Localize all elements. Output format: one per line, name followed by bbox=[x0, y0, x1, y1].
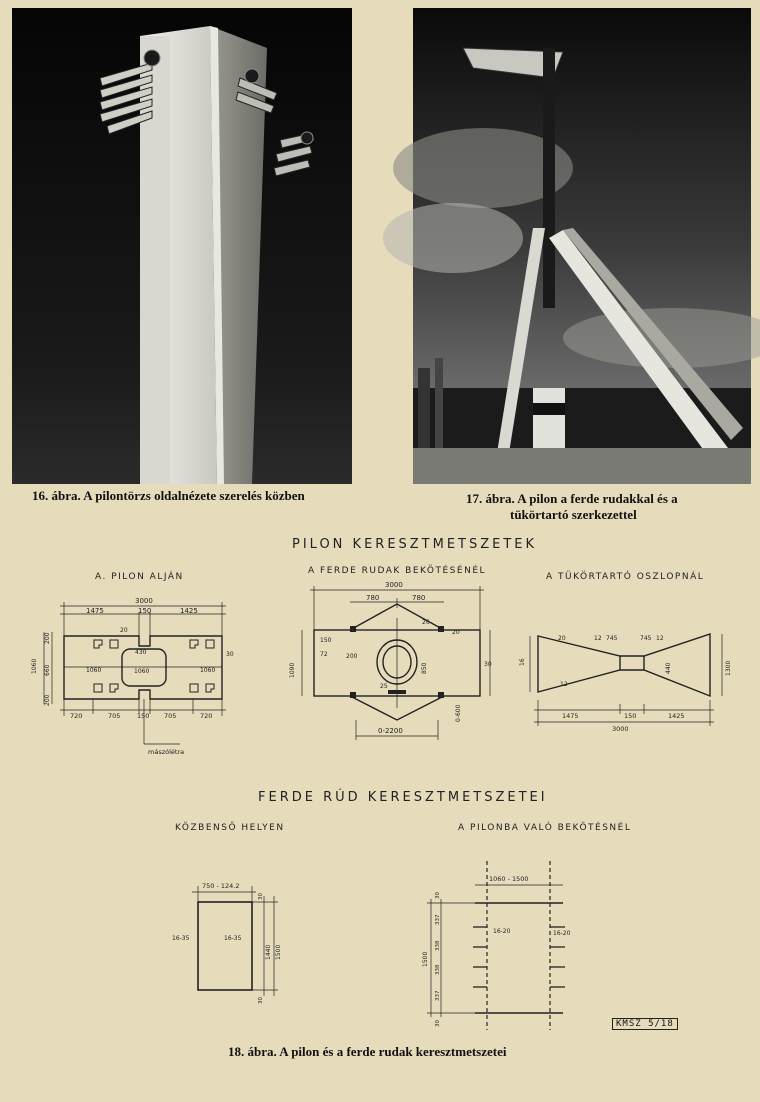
rod-a-t30: 30 bbox=[258, 893, 264, 900]
rod-a-b30: 30 bbox=[258, 997, 264, 1004]
rod-b-title: A PILONBA VALÓ BEKÖTÉSNÉL bbox=[458, 823, 632, 833]
c-dim-1300: 1300 bbox=[725, 660, 732, 676]
b-dim-half-right: 780 bbox=[412, 594, 426, 602]
rod-b-inner-right: 16-20 bbox=[553, 930, 571, 937]
a-dim-left: 1475 bbox=[86, 607, 104, 615]
rod-b-h-dim: 1500 bbox=[422, 951, 429, 967]
rod-b-b30: 30 bbox=[435, 1020, 441, 1027]
c-dim-745b: 745 bbox=[640, 635, 652, 642]
rod-a-drawing bbox=[170, 872, 300, 1007]
b-dim-bottom: 0-2200 bbox=[378, 727, 403, 735]
a-dim-inner-right: 1060 bbox=[200, 667, 216, 674]
section-b-drawing bbox=[280, 578, 510, 748]
c-dim-440: 440 bbox=[665, 662, 672, 674]
a-dim-wall: 30 bbox=[226, 651, 234, 658]
b-dim-25: 25 bbox=[380, 683, 388, 690]
b-dim-total: 3000 bbox=[385, 581, 403, 589]
a-dim-right: 1425 bbox=[180, 607, 198, 615]
rod-a-title: KÖZBENSŐ HELYEN bbox=[175, 823, 285, 833]
c-dim-16: 16 bbox=[519, 658, 526, 666]
figure-18-caption: 18. ábra. A pilon és a ferde rudak keresztmetszetei bbox=[228, 1044, 507, 1059]
section-a-drawing bbox=[30, 594, 255, 764]
rod-sections-title: FERDE RÚD KERESZTMETSZETEI bbox=[258, 790, 548, 805]
b-dim-20: 20 bbox=[452, 629, 460, 636]
b-dim-h: 1090 bbox=[289, 662, 296, 678]
a-dim-b4: 705 bbox=[164, 712, 177, 720]
section-c-title: A TÜKÖRTARTÓ OSZLOPNÁL bbox=[546, 572, 705, 582]
figure-17-caption-line2: tükörtartó szerkezettel bbox=[510, 507, 637, 522]
a-dim-h-total: 1060 bbox=[31, 658, 38, 674]
figure-16-photo bbox=[12, 8, 352, 484]
c-dim-12: 12 bbox=[594, 635, 602, 642]
c-dim-12b: 12 bbox=[656, 635, 664, 642]
pylon-with-rods-image bbox=[413, 8, 751, 484]
a-dim-h-mid: 660 bbox=[44, 664, 51, 676]
a-dim-total: 3000 bbox=[135, 597, 153, 605]
rod-a-h2-dim: 1500 bbox=[275, 944, 282, 960]
a-dim-h-top: 200 bbox=[44, 632, 51, 644]
rod-b-s1: 337 bbox=[435, 914, 441, 925]
a-dim-h-bot: 200 bbox=[44, 694, 51, 706]
rod-b-s4: 337 bbox=[435, 990, 441, 1001]
rod-b-s3: 338 bbox=[435, 964, 441, 975]
rod-b-t30: 30 bbox=[435, 892, 441, 899]
a-dim-inner-left: 1060 bbox=[86, 667, 102, 674]
rod-a-left-dim: 16-35 bbox=[172, 935, 190, 942]
c-dim-b3: 1425 bbox=[668, 712, 685, 720]
section-b-title: A FERDE RUDAK BEKÖTÉSÉNÉL bbox=[308, 566, 487, 576]
a-dim-b1: 720 bbox=[70, 712, 83, 720]
a-dim-t20: 20 bbox=[120, 627, 128, 634]
drawing-stamp: KMSZ 5/18 bbox=[612, 1018, 678, 1030]
b-dim-72: 72 bbox=[320, 651, 328, 658]
a-dim-b2: 705 bbox=[108, 712, 121, 720]
c-dim-b2: 150 bbox=[624, 712, 637, 720]
b-dim-30: 30 bbox=[484, 661, 492, 668]
b-dim-200: 200 bbox=[346, 653, 358, 660]
rod-a-top-dim: 750 - 124.2 bbox=[202, 882, 240, 890]
c-dim-20: 20 bbox=[558, 635, 566, 642]
b-dim-150: 150 bbox=[320, 637, 332, 644]
rod-a-h1-dim: 1440 bbox=[265, 944, 272, 960]
pilon-sections-title: PILON KERESZTMETSZETEK bbox=[292, 537, 538, 552]
rod-a-inner-dim: 16-35 bbox=[224, 935, 242, 942]
a-dim-b3: 150 bbox=[137, 712, 150, 720]
section-a-title: A. PILON ALJÁN bbox=[95, 572, 184, 582]
a-dim-mid: 150 bbox=[138, 607, 152, 615]
c-dim-12c: 12 bbox=[560, 681, 568, 688]
b-dim-850: 850 bbox=[421, 662, 428, 674]
rod-b-top-dim: 1060 - 1500 bbox=[489, 875, 529, 883]
section-c-drawing bbox=[520, 594, 750, 744]
figure-16-caption: 16. ábra. A pilontörzs oldalnézete szerelés közben bbox=[32, 488, 305, 503]
c-dim-b1: 1475 bbox=[562, 712, 579, 720]
a-dim-small: 430 bbox=[135, 649, 147, 656]
a-dim-b5: 720 bbox=[200, 712, 213, 720]
a-ladder-label: mászólétra bbox=[148, 748, 185, 756]
b-dim-26: 26 bbox=[422, 619, 430, 626]
c-dim-total: 3000 bbox=[612, 725, 629, 733]
pylon-side-view-image bbox=[12, 8, 352, 484]
rod-b-s2: 338 bbox=[435, 940, 441, 951]
b-dim-600: 0-600 bbox=[455, 704, 462, 722]
figure-17-photo bbox=[413, 8, 751, 484]
rod-b-drawing bbox=[415, 855, 595, 1035]
a-dim-inner: 1060 bbox=[134, 668, 150, 675]
b-dim-half-left: 780 bbox=[366, 594, 380, 602]
c-dim-745: 745 bbox=[606, 635, 618, 642]
figure-17-caption-line1: 17. ábra. A pilon a ferde rudakkal és a bbox=[466, 491, 678, 506]
rod-b-inner-left: 16-20 bbox=[493, 928, 511, 935]
